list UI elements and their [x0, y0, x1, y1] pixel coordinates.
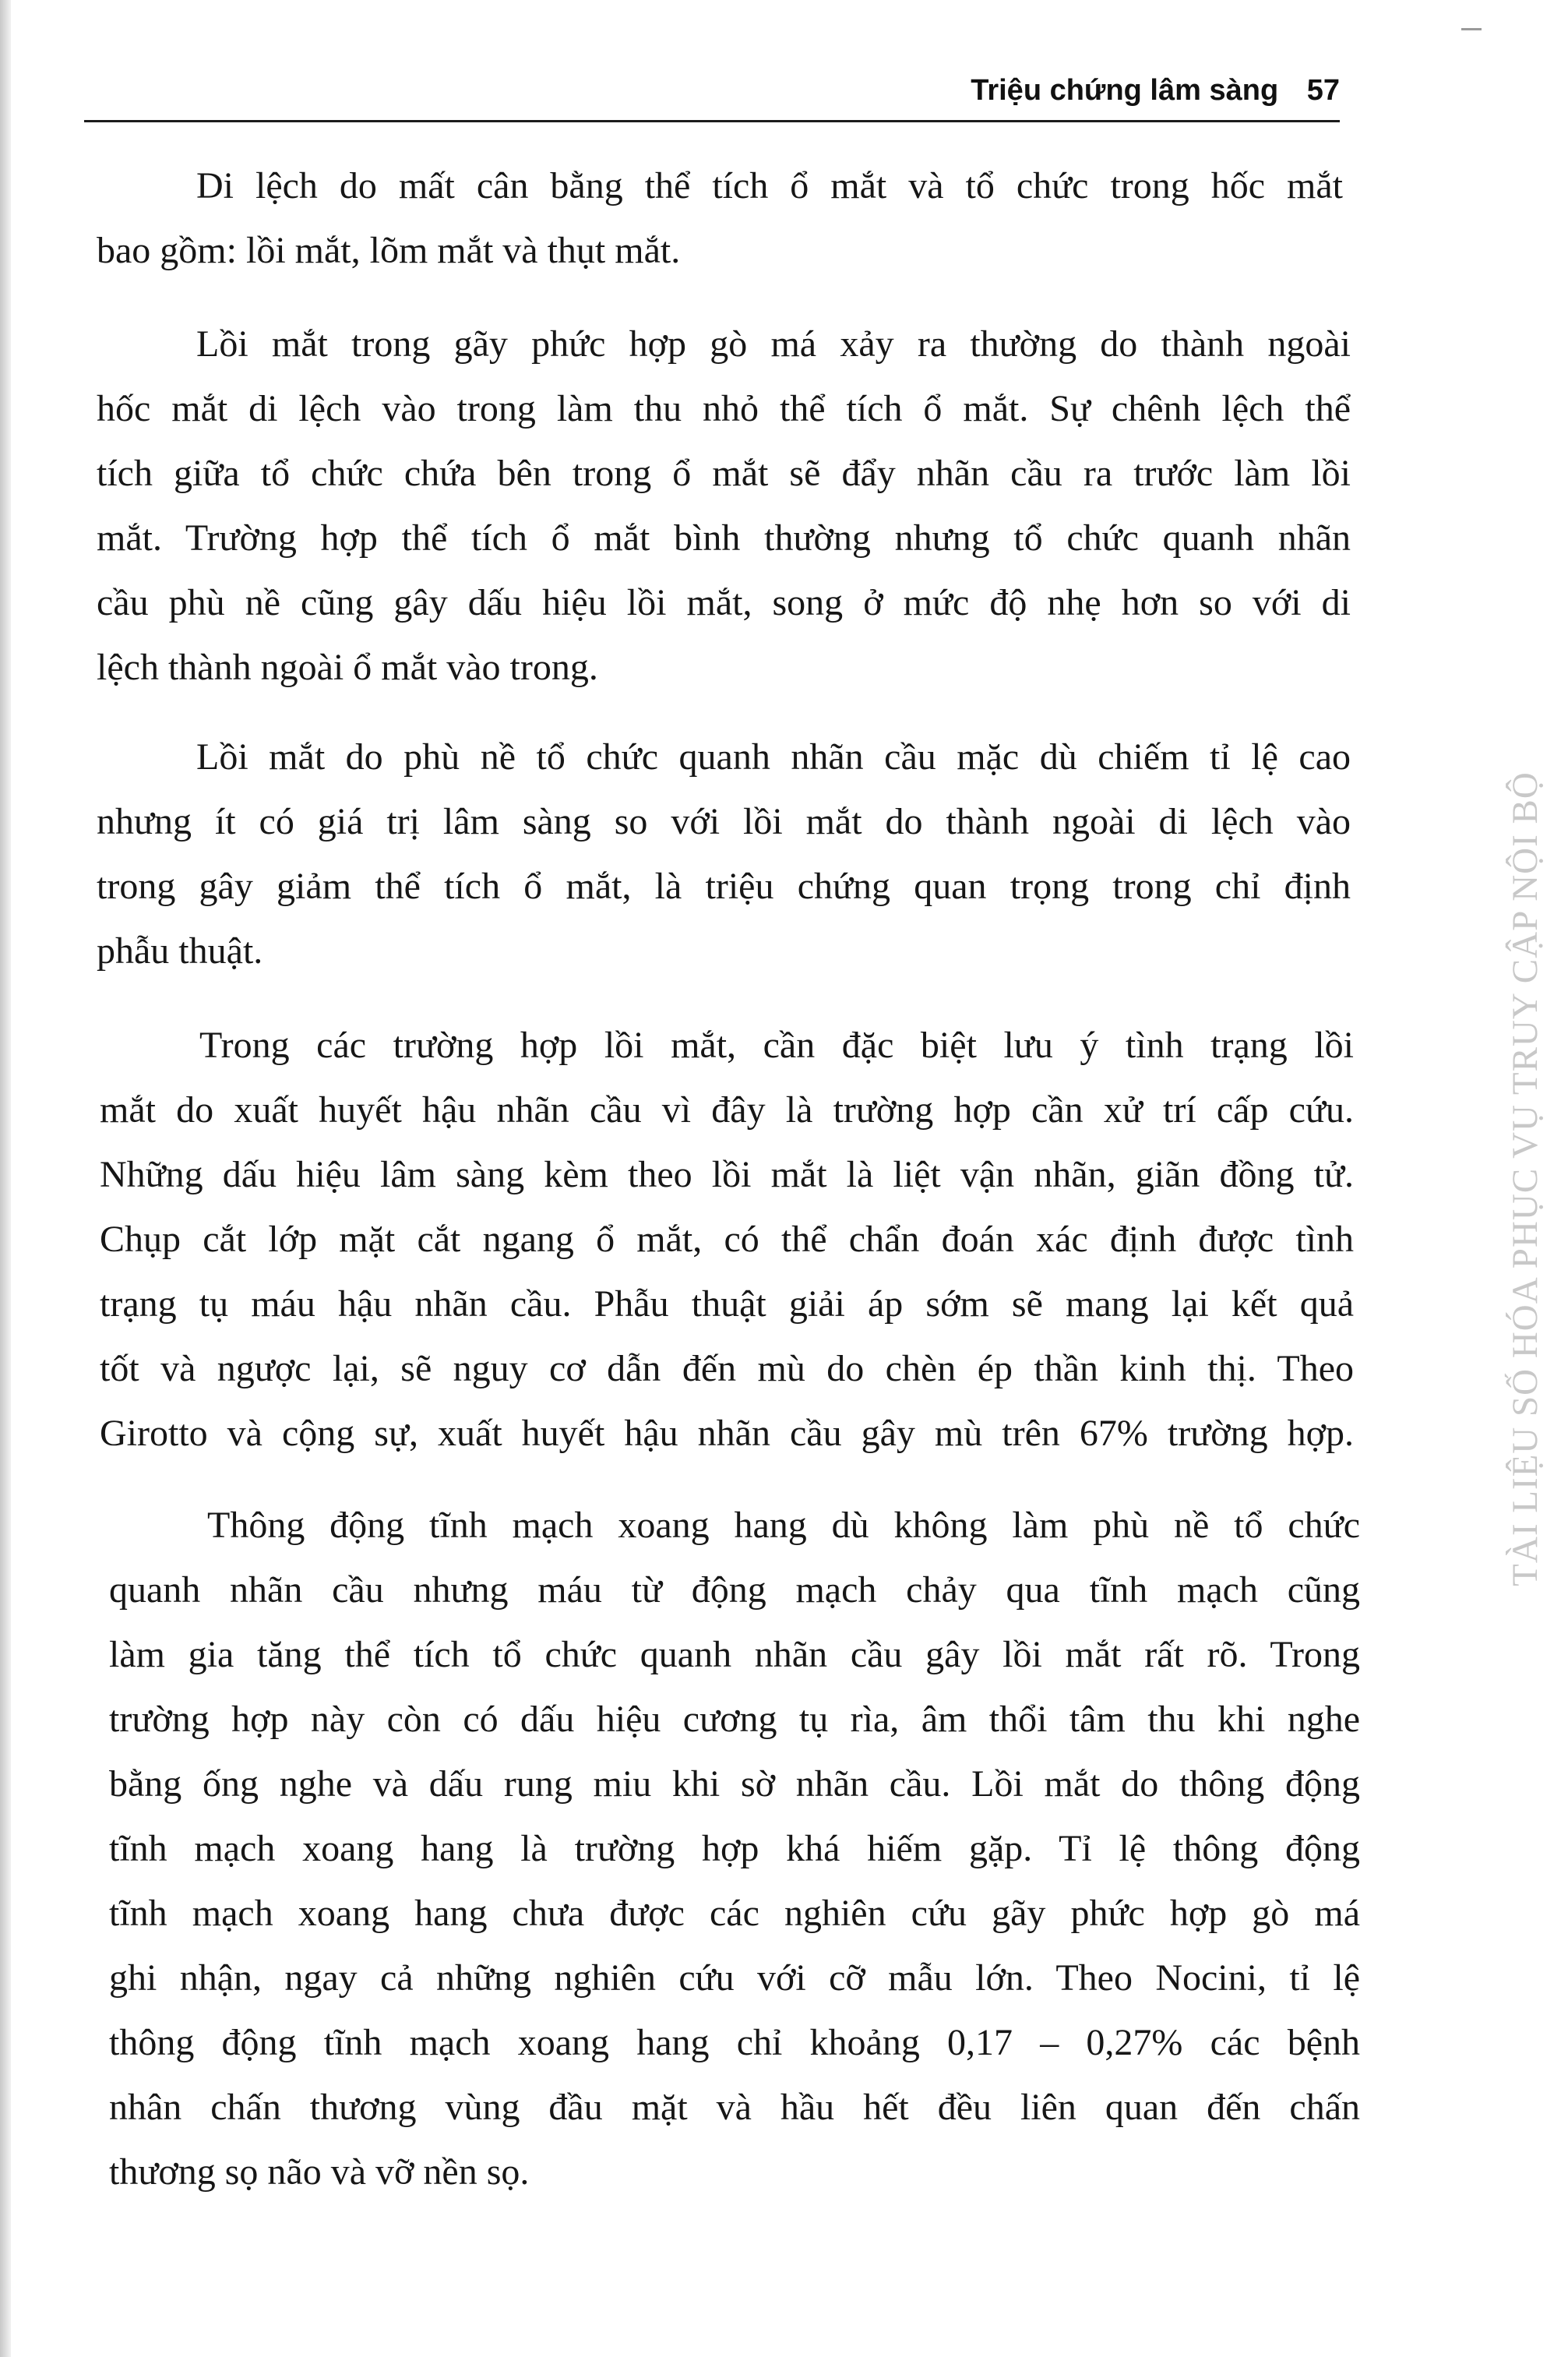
text-line: mắt do xuất huyết hậu nhãn cầu vì đây là trường hợp cần xử trí cấp cứu.: [100, 1089, 1354, 1131]
paragraph-3: [97, 725, 1351, 983]
paragraph-1: [97, 153, 1343, 218]
text-line: bằng ống nghe và dấu rung miu khi sờ nhãn cầu. Lồi mắt do thông động: [109, 1763, 1360, 1805]
page-number: 57: [1306, 74, 1340, 107]
text-line: bao gồm: lồi mắt, lõm mắt và thụt mắt.: [97, 230, 681, 271]
text-line: Lồi mắt do phù nề tổ chức quanh nhãn cầu mặc dù chiếm tỉ lệ cao: [196, 736, 1351, 778]
text-line: cầu phù nề cũng gây dấu hiệu lồi mắt, song ở mức độ nhẹ hơn so với di: [97, 582, 1351, 623]
text-line: thông động tĩnh mạch xoang hang chỉ khoảng 0,17 – 0,27% các bệnh: [109, 2022, 1360, 2063]
text-line: thương sọ não và vỡ nền sọ.: [109, 2151, 530, 2193]
text-line: Lồi mắt trong gãy phức hợp gò má xảy ra thường do thành ngoài: [196, 323, 1351, 365]
paragraph-2: [97, 312, 1351, 700]
paragraph-1-cont: [97, 218, 1343, 283]
text-line: tốt và ngược lại, sẽ nguy cơ dẫn đến mù do chèn ép thần kinh thị. Theo: [100, 1348, 1354, 1389]
text-line: Trong các trường hợp lồi mắt, cần đặc biệt lưu ý tình trạng lồi: [199, 1025, 1354, 1066]
text-line: hốc mắt di lệch vào trong làm thu nhỏ thể tích ổ mắt. Sự chênh lệch thể: [97, 388, 1351, 429]
text-line: tĩnh mạch xoang hang chưa được các nghiên cứu gãy phức hợp gò má: [109, 1893, 1360, 1934]
watermark-text: TÀI LIỆU SỐ HÓA PHỤC VỤ TRUY CẬP NỘI BỘ: [1505, 771, 1545, 1586]
paragraph-5: [109, 1493, 1360, 2204]
text-line: tích giữa tổ chức chứa bên trong ổ mắt sẽ đẩy nhãn cầu ra trước làm lồi: [97, 453, 1351, 494]
text-line: phẫu thuật.: [97, 930, 263, 972]
page-edge-shadow: [0, 0, 11, 2357]
text-line: ghi nhận, ngay cả những nghiên cứu với cỡ mẫu lớn. Theo Nocini, tỉ lệ: [109, 1957, 1360, 1999]
running-header: [84, 67, 1340, 114]
text-line: trạng tụ máu hậu nhãn cầu. Phẫu thuật giải áp sớm sẽ mang lại kết quả: [100, 1283, 1354, 1325]
text-line: nhưng ít có giá trị lâm sàng so với lồi mắt do thành ngoài di lệch vào: [97, 801, 1351, 842]
text-line: Girotto và cộng sự, xuất huyết hậu nhãn cầu gây mù trên 67% trường hợp.: [100, 1413, 1354, 1454]
text-line: Những dấu hiệu lâm sàng kèm theo lồi mắt là liệt vận nhãn, giãn đồng tử.: [100, 1154, 1354, 1195]
header-title: Triệu chứng lâm sàng: [971, 74, 1279, 107]
text-line: Chụp cắt lớp mặt cắt ngang ổ mắt, có thể chẩn đoán xác định được tình: [100, 1219, 1354, 1260]
text-line: trong gây giảm thể tích ổ mắt, là triệu chứng quan trọng trong chỉ định: [97, 866, 1351, 907]
text-line: Thông động tĩnh mạch xoang hang dù không làm phù nề tổ chức: [207, 1505, 1360, 1546]
text-line: làm gia tăng thể tích tổ chức quanh nhãn cầu gây lồi mắt rất rõ. Trong: [109, 1634, 1360, 1675]
scan-mark: [1461, 28, 1482, 30]
text-line: trường hợp này còn có dấu hiệu cương tụ rìa, âm thổi tâm thu khi nghe: [109, 1699, 1360, 1740]
text-line: lệch thành ngoài ổ mắt vào trong.: [97, 647, 598, 688]
text-line: tĩnh mạch xoang hang là trường hợp khá hiếm gặp. Tỉ lệ thông động: [109, 1828, 1360, 1869]
text-line: quanh nhãn cầu nhưng máu từ động mạch chảy qua tĩnh mạch cũng: [109, 1569, 1360, 1611]
text-line: mắt. Trường hợp thể tích ổ mắt bình thường nhưng tổ chức quanh nhãn: [97, 517, 1351, 559]
paragraph-4: [100, 1013, 1354, 1466]
header-rule: [84, 120, 1340, 122]
text-line: nhân chấn thương vùng đầu mặt và hầu hết đều liên quan đến chấn: [109, 2087, 1360, 2128]
text-line: Di lệch do mất cân bằng thể tích ổ mắt và tổ chức trong hốc mắt: [196, 165, 1343, 206]
